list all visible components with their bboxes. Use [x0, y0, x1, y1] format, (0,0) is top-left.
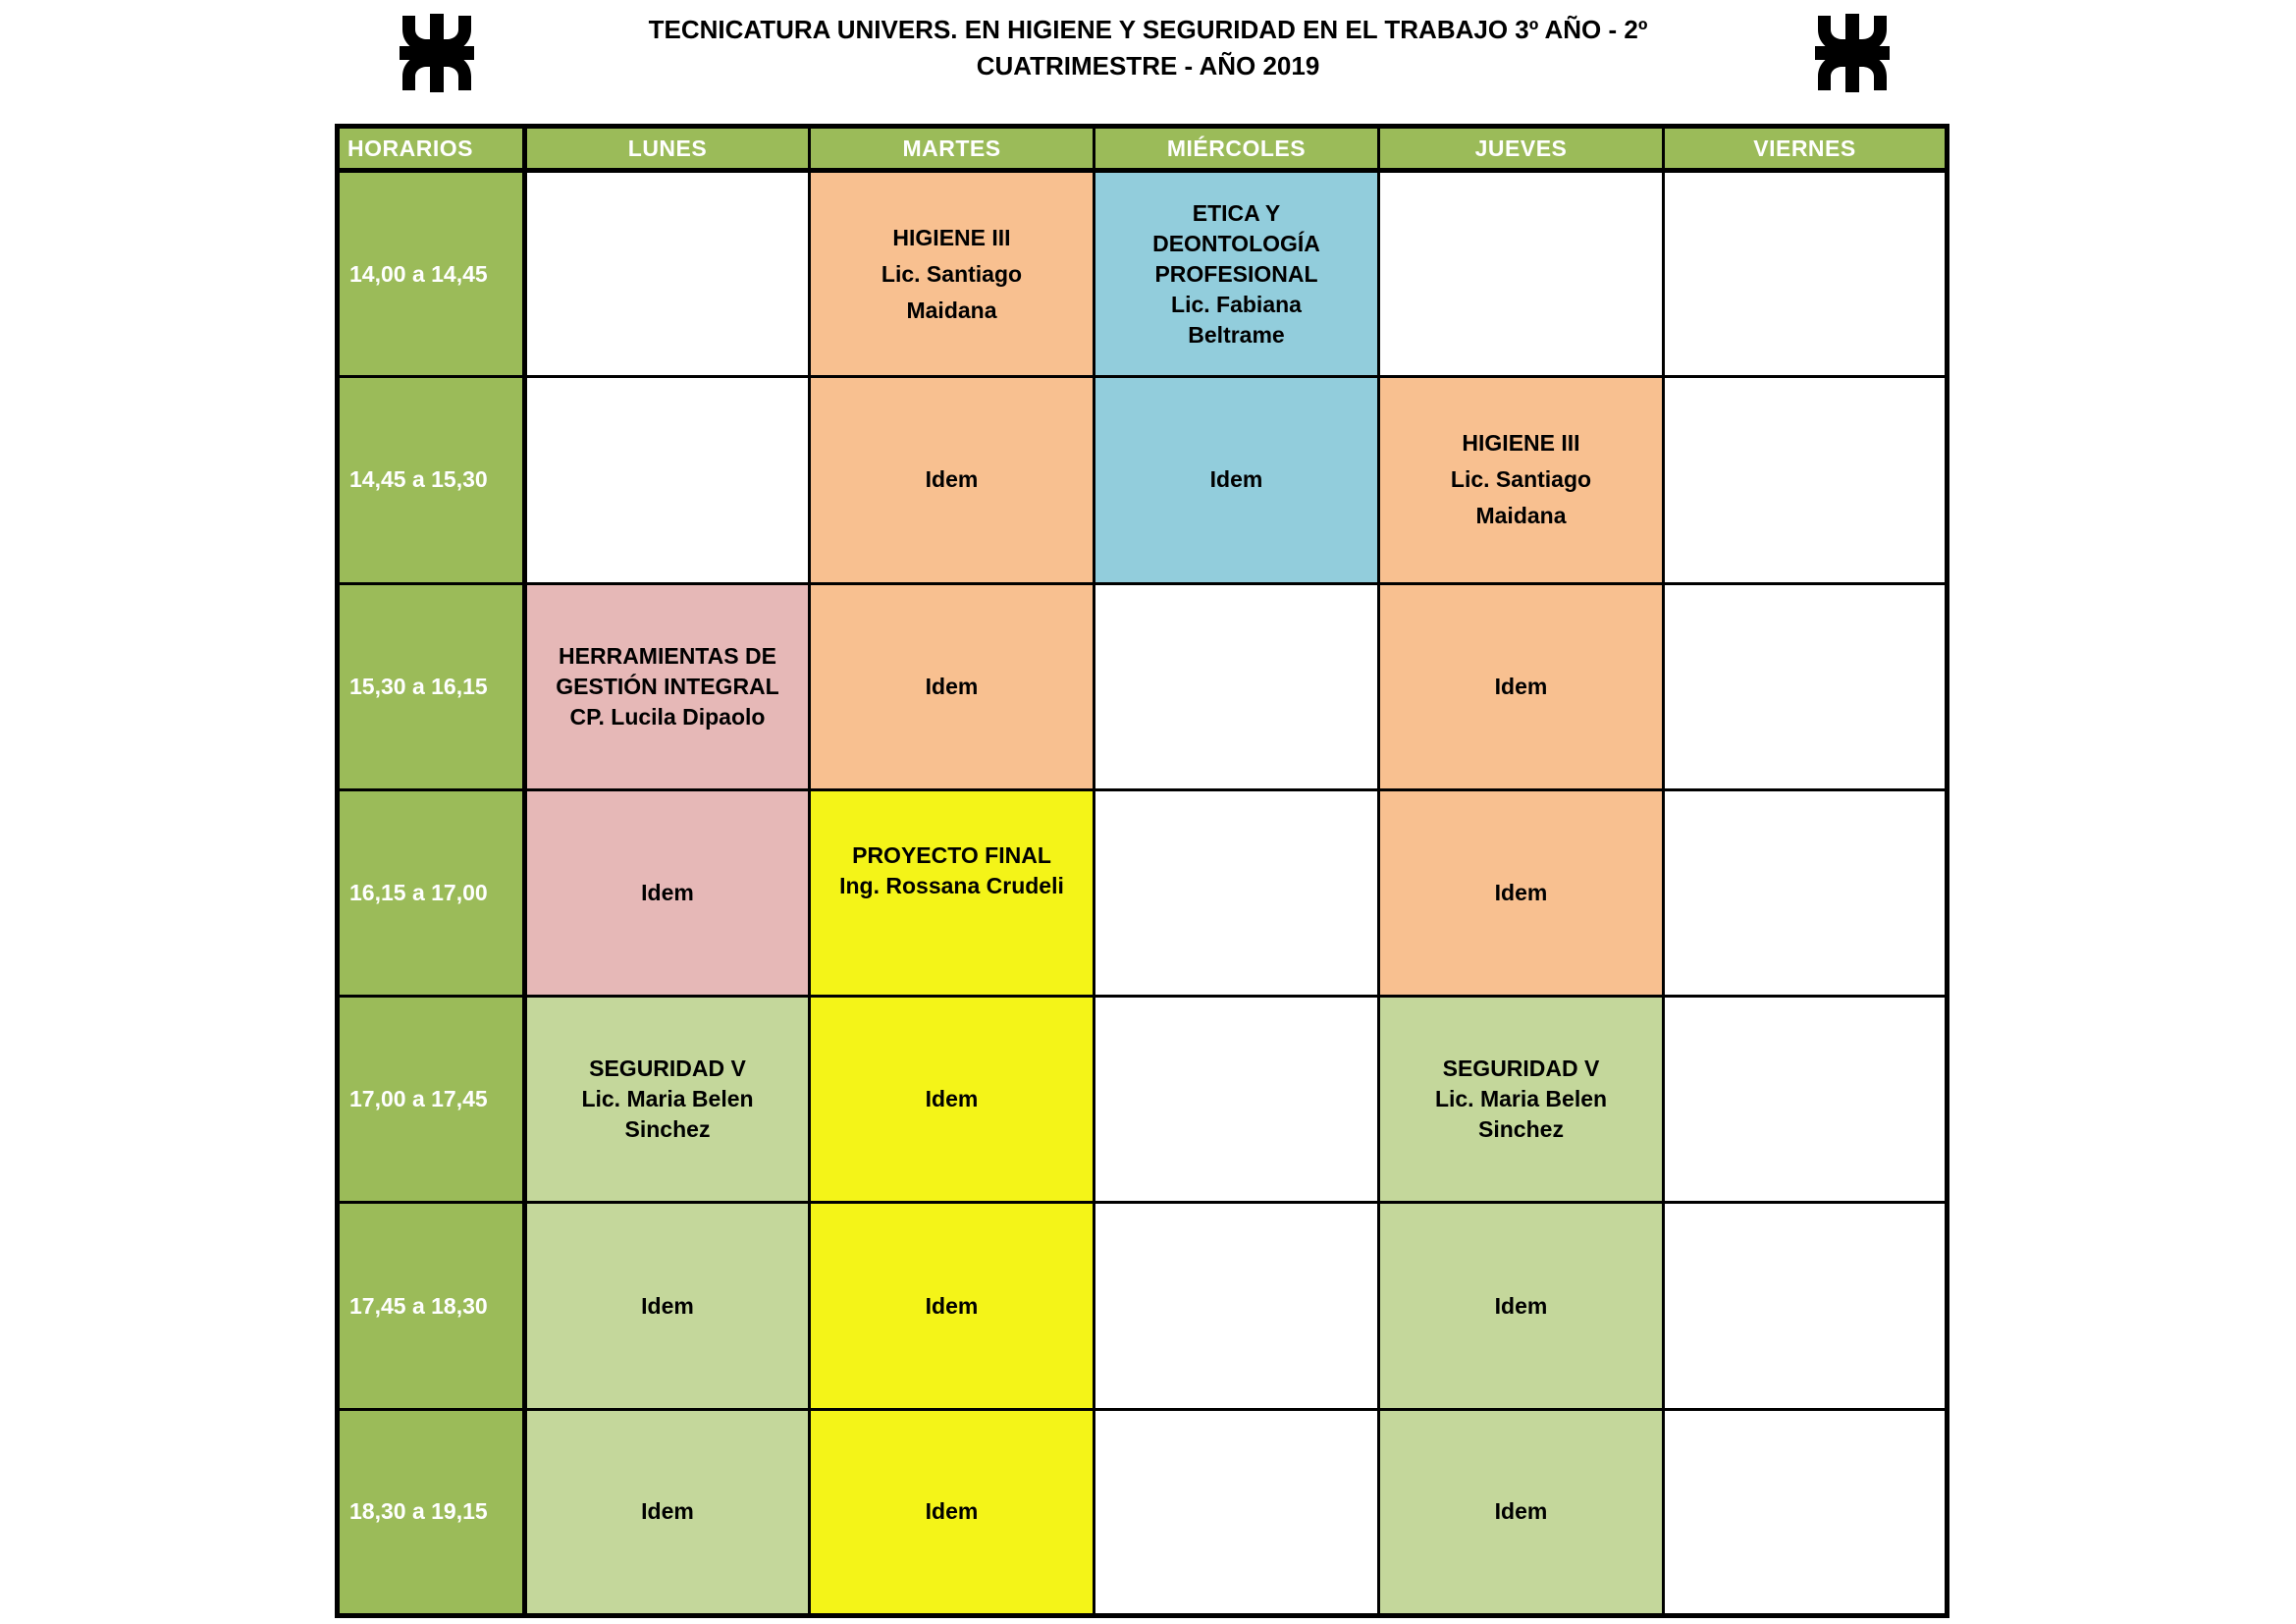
table-row [338, 377, 1948, 583]
time-slot: 15,30 a 16,15 [338, 583, 525, 789]
teacher-name: Lic. Santiago [1450, 466, 1592, 493]
teacher-name: Sinchez [624, 1116, 711, 1143]
cell-martes: Idem [810, 377, 1095, 583]
cell-martes [810, 171, 1095, 377]
cell-jueves: Idem [1379, 789, 1664, 996]
teacher-name: CP. Lucila Dipaolo [569, 703, 766, 730]
column-header-lunes: LUNES [525, 127, 810, 171]
cell-lunes: Idem [525, 1203, 810, 1409]
cell-viernes [1664, 171, 1948, 377]
subject-name: ETICA Y [1192, 199, 1281, 226]
teacher-name: Maidana [1475, 503, 1567, 529]
cell-martes: Idem [810, 1203, 1095, 1409]
time-slot: 17,00 a 17,45 [338, 997, 525, 1203]
cell-jueves [1379, 171, 1664, 377]
cell-miercoles: Idem [1095, 377, 1379, 583]
cell-martes: Idem [810, 583, 1095, 789]
utn-logo-icon [1815, 14, 1890, 92]
column-header-viernes: VIERNES [1664, 127, 1948, 171]
column-header-horarios: HORARIOS [338, 127, 525, 171]
cell-viernes [1664, 1203, 1948, 1409]
time-slot: 14,45 a 15,30 [338, 377, 525, 583]
page-header [0, 0, 2296, 118]
teacher-name: Lic. Maria Belen [581, 1086, 754, 1112]
subject-name: HIGIENE III [1462, 430, 1580, 457]
subject-name: PROYECTO FINAL [852, 841, 1051, 868]
utn-logo-icon [400, 14, 474, 92]
cell-viernes [1664, 997, 1948, 1203]
cell-jueves: Idem [1379, 1409, 1664, 1615]
column-header-martes: MARTES [810, 127, 1095, 171]
cell-lunes [525, 171, 810, 377]
cell-miercoles [1095, 1409, 1379, 1615]
cell-martes [810, 789, 1095, 996]
subject-name: PROFESIONAL [1154, 260, 1318, 287]
teacher-name: Sinchez [1478, 1116, 1564, 1143]
column-header-miercoles: MIÉRCOLES [1095, 127, 1379, 171]
cell-lunes [525, 583, 810, 789]
cell-jueves [1379, 997, 1664, 1203]
teacher-name: Ing. Rossana Crudeli [839, 872, 1064, 898]
column-header-jueves: JUEVES [1379, 127, 1664, 171]
cell-viernes [1664, 1409, 1948, 1615]
cell-viernes [1664, 377, 1948, 583]
time-slot: 14,00 a 14,45 [338, 171, 525, 377]
subject-name: DEONTOLOGÍA [1152, 230, 1320, 256]
table-row [338, 789, 1948, 996]
table-row [338, 1203, 1948, 1409]
cell-martes: Idem [810, 997, 1095, 1203]
cell-viernes [1664, 789, 1948, 996]
cell-miercoles [1095, 171, 1379, 377]
cell-lunes: Idem [525, 789, 810, 996]
cell-miercoles [1095, 583, 1379, 789]
time-slot: 17,45 a 18,30 [338, 1203, 525, 1409]
teacher-name: Lic. Santiago [881, 260, 1023, 287]
cell-miercoles [1095, 789, 1379, 996]
subject-name: HERRAMIENTAS DE [559, 642, 776, 669]
subject-name: GESTIÓN INTEGRAL [556, 673, 779, 699]
title-line-1: TECNICATURA UNIVERS. EN HIGIENE Y SEGURIDAD EN EL TRABAJO 3º AÑO - 2º [648, 15, 1648, 44]
subject-name: SEGURIDAD V [589, 1056, 746, 1082]
teacher-name: Maidana [906, 297, 997, 323]
teacher-name: Beltrame [1188, 321, 1285, 348]
table-row [338, 583, 1948, 789]
cell-lunes [525, 997, 810, 1203]
subject-name: SEGURIDAD V [1442, 1056, 1600, 1082]
cell-jueves: Idem [1379, 1203, 1664, 1409]
cell-miercoles [1095, 997, 1379, 1203]
cell-viernes [1664, 583, 1948, 789]
cell-lunes [525, 377, 810, 583]
time-slot: 18,30 a 19,15 [338, 1409, 525, 1615]
table-row [338, 997, 1948, 1203]
cell-miercoles [1095, 1203, 1379, 1409]
page-title [550, 12, 1746, 84]
cell-jueves: Idem [1379, 583, 1664, 789]
cell-jueves [1379, 377, 1664, 583]
title-line-2: CUATRIMESTRE - AÑO 2019 [976, 51, 1320, 81]
table-row [338, 171, 1948, 377]
teacher-name: Lic. Fabiana [1171, 291, 1302, 317]
header-row [338, 127, 1948, 171]
table-row [338, 1409, 1948, 1615]
cell-lunes: Idem [525, 1409, 810, 1615]
time-slot: 16,15 a 17,00 [338, 789, 525, 996]
teacher-name: Lic. Maria Belen [1434, 1086, 1608, 1112]
subject-name: HIGIENE III [892, 224, 1011, 250]
schedule-table [335, 124, 1949, 1618]
cell-martes: Idem [810, 1409, 1095, 1615]
